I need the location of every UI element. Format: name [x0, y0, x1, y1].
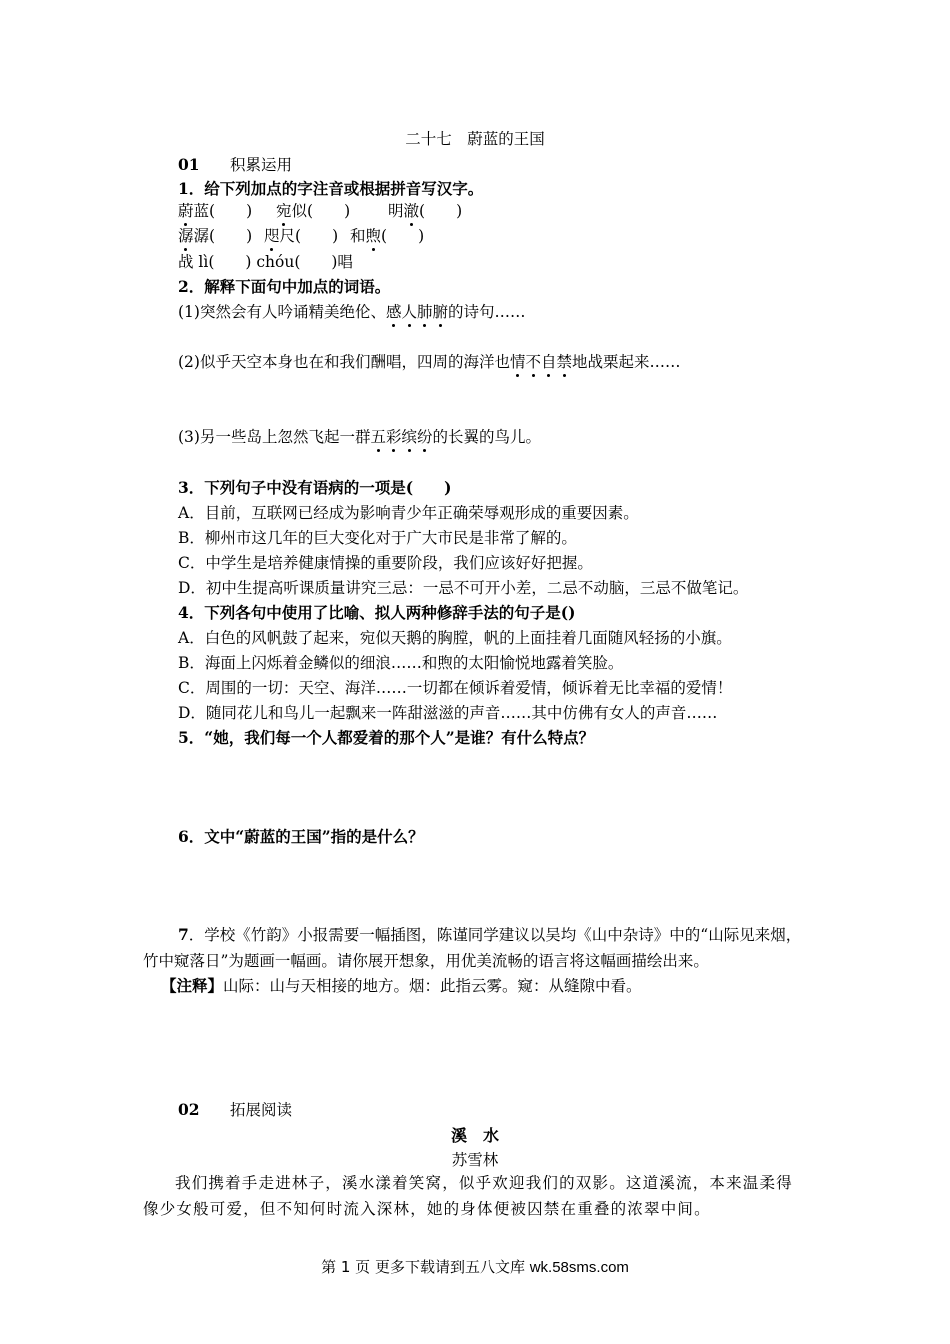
- section-number: 01: [178, 155, 200, 174]
- page-title: 二十七 蔚蓝的王国: [405, 130, 545, 148]
- q3-option-d: D．初中生提高听课质量讲究三忌：一忌不可开小差，二忌不动脑，三忌不做笔记。: [178, 579, 749, 597]
- q1-text: 1．给下列加点的字注音或根据拼音写汉字。: [178, 179, 484, 198]
- footer-link[interactable]: wk.58sms.com: [529, 1259, 629, 1276]
- question-4-stem: 4．下列各句中使用了比喻、拟人两种修辞手法的句子是(): [178, 603, 576, 622]
- q1-item: 潺潺( ): [178, 227, 253, 245]
- question-1-stem: [178, 179, 483, 199]
- question-2-stem: 2．解释下面句中加点的词语。: [178, 277, 391, 296]
- section-label: 拓展阅读: [230, 1101, 293, 1119]
- q4-option-b: B．海面上闪烁着金鳞似的细浪……和煦的太阳愉悦地露着笑脸。: [178, 654, 624, 672]
- reading-paragraph-1: 我们携着手走进林子，溪水漾着笑窝，似乎欢迎我们的双影。这道溪流，本来温柔得像少女般可爱，但不知何时流入深林，她的身体便被囚禁在重叠的浓翠中间。: [143, 1174, 793, 1218]
- q2-sentence-2: (2)似乎天空本身也在和我们酬唱，四周的海洋也情不自禁地战栗起来……: [178, 353, 681, 371]
- dotted-term: 情不自禁: [509, 353, 573, 371]
- q3-option-c: C．中学生是培养健康情操的重要阶段，我们应该好好把握。: [178, 554, 593, 572]
- dotted-term: 感人肺腑: [385, 303, 449, 321]
- q1-item: 蔚蓝( ): [178, 202, 253, 220]
- question-6: 6．文中“蔚蓝的王国”指的是什么？: [178, 827, 424, 846]
- q7-note: 【注释】山际：山与天相接的地方。烟：此指云雾。窥：从缝隙中看。: [161, 976, 642, 995]
- section-heading-1: [178, 153, 292, 175]
- q1-row-3: 战 lì( ) chóu( )唱: [178, 253, 353, 271]
- reading-title: 溪 水: [450, 1126, 499, 1145]
- question-5: 5．“她，我们每一个人都爱着的那个人”是谁？有什么特点？: [178, 728, 595, 747]
- section-label: 积累运用: [230, 156, 293, 174]
- question-7: [143, 922, 808, 974]
- q4-option-c: C．周围的一切：天空、海洋……一切都在倾诉着爱情，倾诉着无比幸福的爱情！: [178, 679, 733, 697]
- q1-item: 和煦( ): [350, 227, 425, 245]
- q1-item: 明澈( ): [388, 202, 463, 220]
- q2-sentence-3: (3)另一些岛上忽然飞起一群五彩缤纷的长翼的鸟儿。: [178, 428, 542, 446]
- q4-option-a: A．白色的风帆鼓了起来，宛似天鹅的胸膛，帆的上面挂着几面随风轻扬的小旗。: [178, 629, 732, 647]
- section-heading-2: [178, 1098, 292, 1120]
- reading-author: 苏雪林: [451, 1151, 499, 1169]
- footer-text: 第 1 页 更多下载请到五八文库: [321, 1258, 530, 1276]
- q1-row-1: [178, 201, 462, 221]
- question-3-stem: 3．下列句子中没有语病的一项是( ): [178, 478, 452, 497]
- q3-option-a: A．目前，互联网已经成为影响青少年正确荣辱观形成的重要因素。: [178, 504, 639, 522]
- q3-option-b: B．柳州市这几年的巨大变化对于广大市民是非常了解的。: [178, 529, 577, 547]
- section-number: 02: [178, 1100, 200, 1119]
- q1-item: 宛似( ): [276, 202, 351, 220]
- q7-text: ．学校《竹韵》小报需要一幅插图，陈谨同学建议以吴均《山中杂诗》中的“山际见来烟，竹中窥落日”为题画一幅画。请你展开想象，用优美流畅的语言将这幅画描绘出来。: [143, 926, 802, 970]
- q1-item: 咫尺( ): [264, 227, 339, 245]
- dotted-term: 五彩缤纷: [370, 428, 433, 446]
- q7-number: 7: [178, 925, 189, 944]
- page-footer: [0, 1256, 950, 1277]
- q1-row-2: [178, 226, 424, 246]
- q4-option-d: D．随同花儿和鸟儿一起飘来一阵甜滋滋的声音……其中仿佛有女人的声音……: [178, 704, 718, 722]
- q2-sentence-1: (1)突然会有人吟诵精美绝伦、感人肺腑的诗句……: [178, 303, 526, 321]
